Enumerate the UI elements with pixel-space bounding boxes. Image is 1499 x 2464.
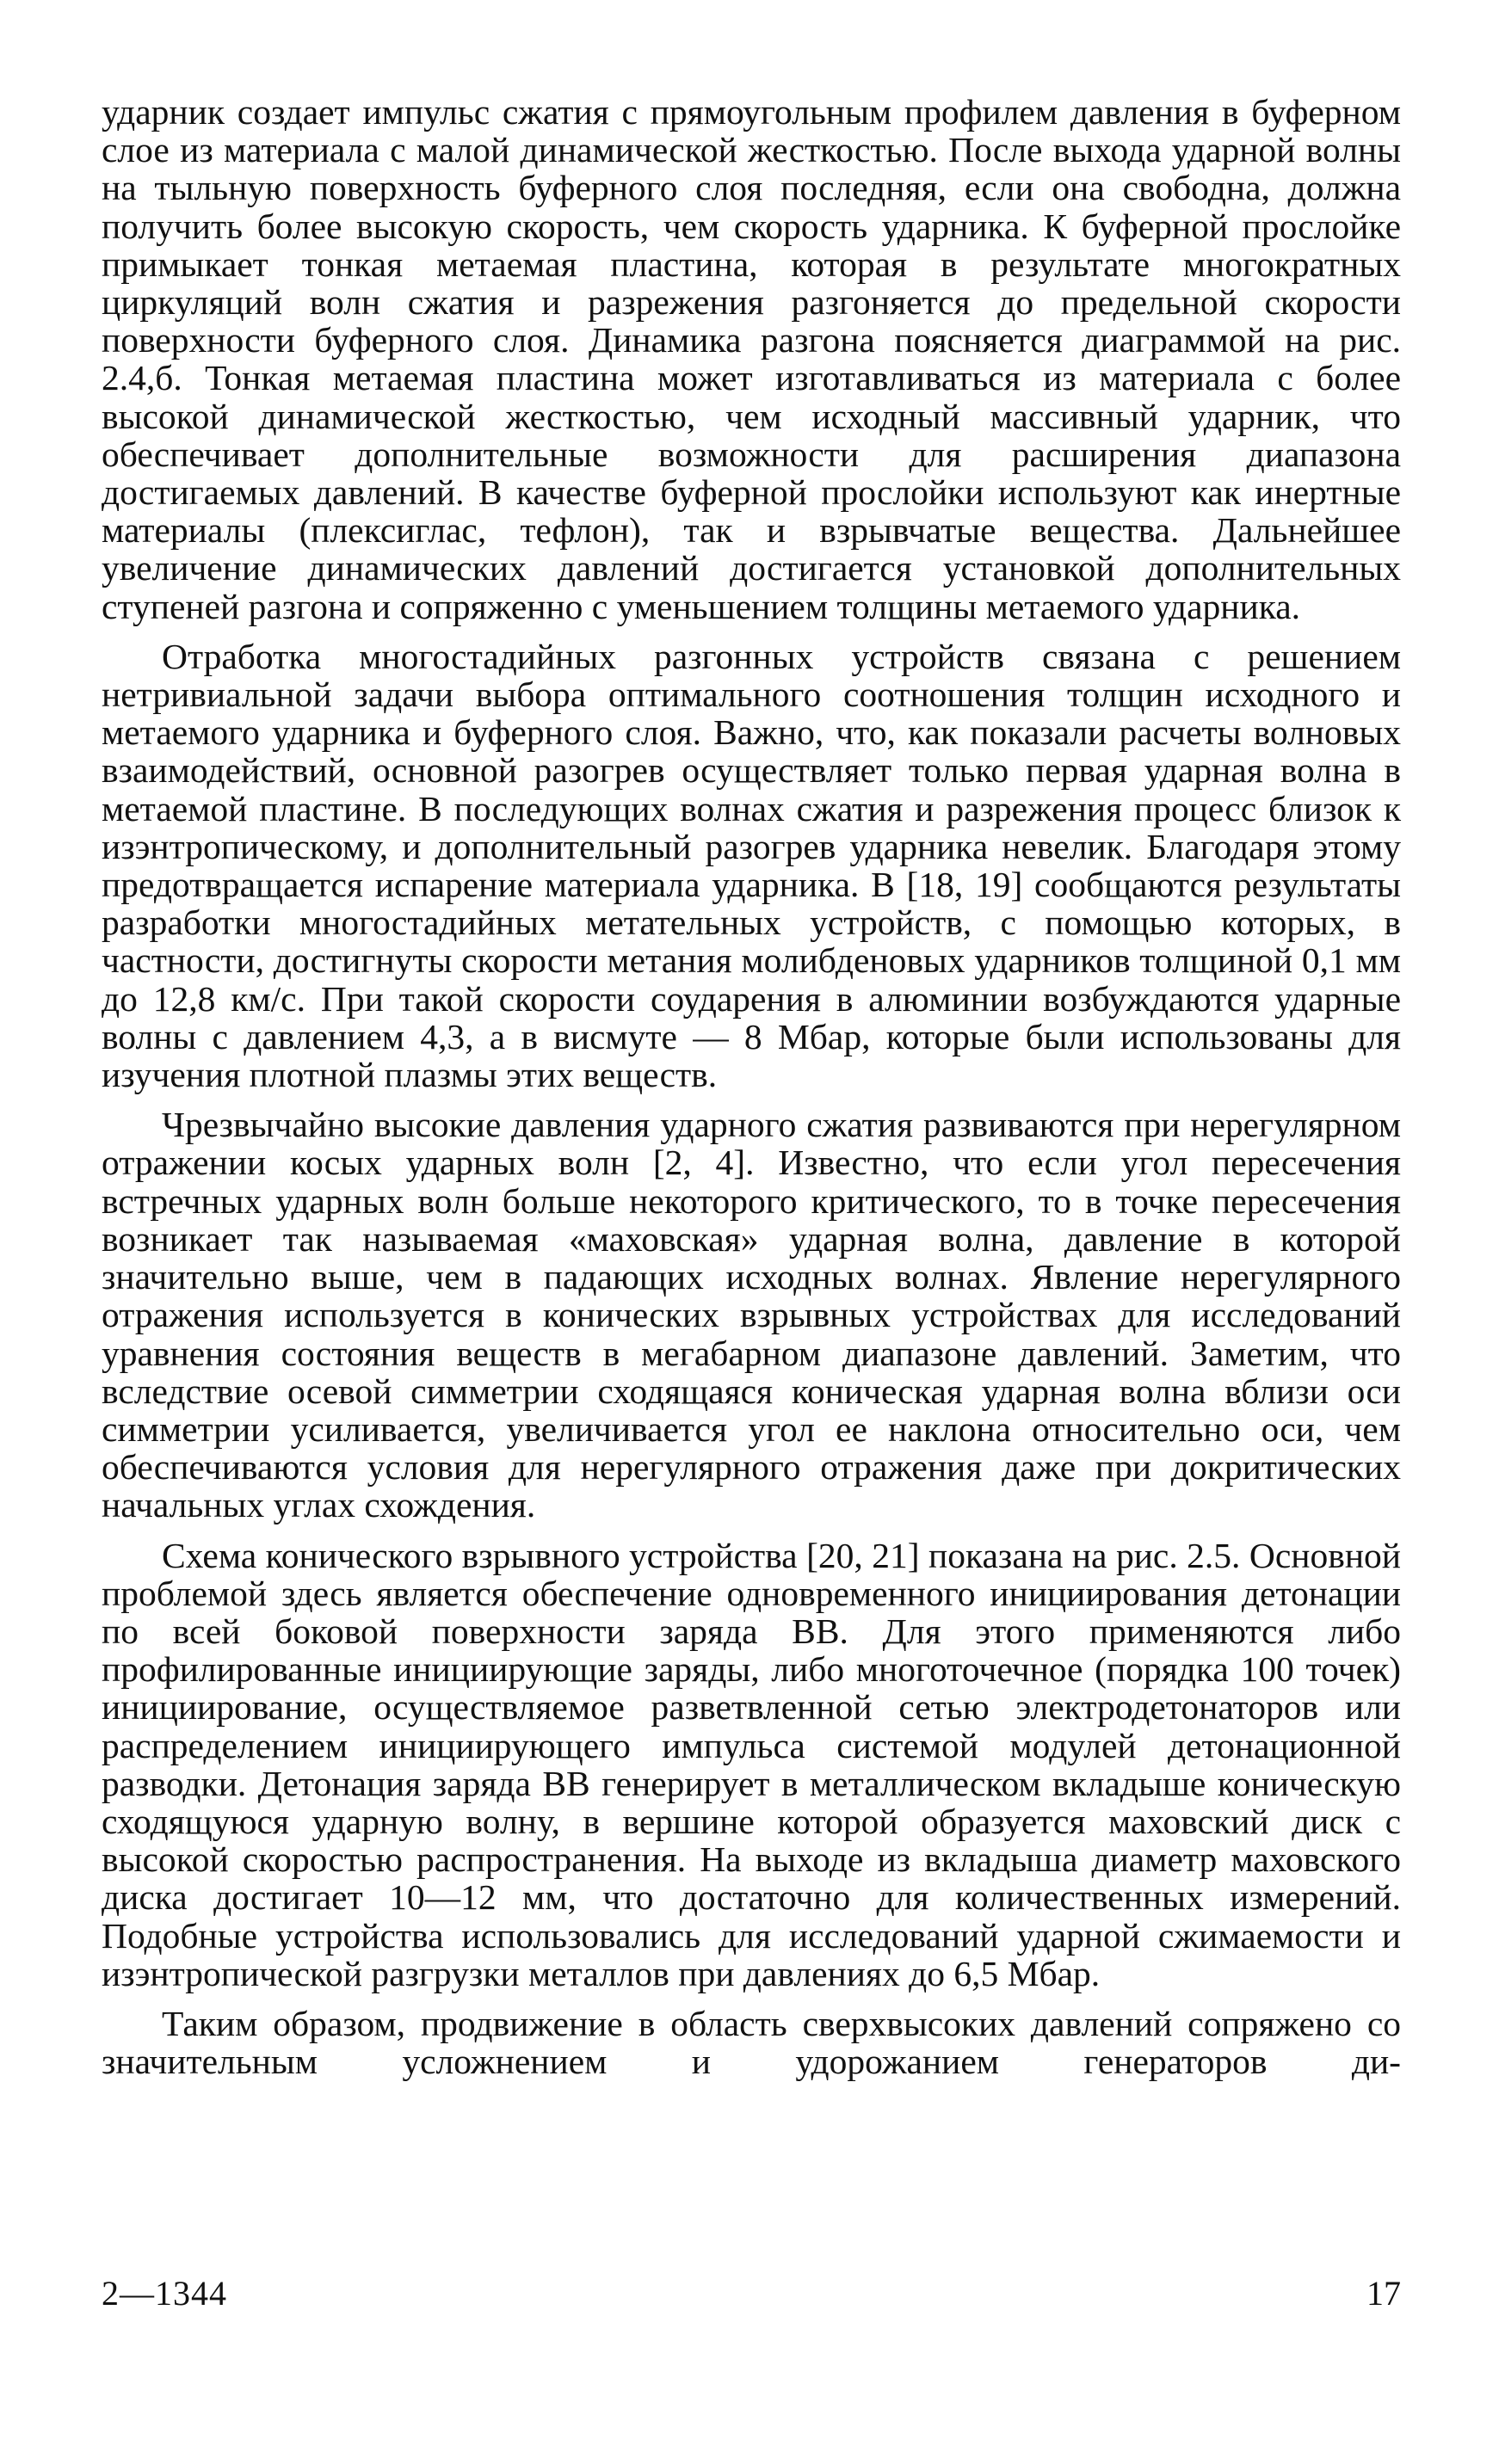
paragraph-conclusion: Таким образом, продвижение в область сверхвысоких давлений сопряжено со значительным усложнением и удорожанием генераторов ди-: [102, 2003, 1401, 2082]
paragraph-irregular-reflection: Чрезвычайно высокие давления ударного сжатия развиваются при нерегулярном отражении косых ударных волн [2, 4]. Известно, что если угол пересечения встречных ударных волн больше некоторого критического, то в точке пересечения возникает так называемая «маховская» ударная волна, давление в которой значительно выше, чем в падающих исходных волнах. Явление нерегулярного отражения используется в конических взрывных устройствах для исследований уравнения состояния веществ в мегабарном диапазоне давлений. Заметим, что вследствие осевой симметрии сходящаяся коническая ударная волна вблизи оси симметрии усиливается, увеличивается угол ее наклона относительно оси, чем обеспечиваются условия для нерегулярного отражения даже при докритических начальных углах схождения.: [102, 1105, 1401, 1525]
paragraph-multistage-devices: Отработка многостадийных разгонных устройств связана с решением нетривиальной задачи выбора оптимального соотношения толщин исходного и метаемого ударника и буферного слоя. Важно, что, как показали расчеты волновых взаимодействий, основной разогрев осуществляет только первая ударная волна в метаемой пластине. В последующих волнах сжатия и разрежения процесс близок к изэнтропическому, и дополнительный разогрев ударника невелик. Благодаря этому предотвращается испарение материала ударника. В [18, 19] сообщаются результаты разработки многостадийных метательных устройств, с помощью которых, в частности, достигнуты скорости метания молибденовых ударников толщиной 0,1 мм до 12,8 км/с. При такой скорости соударения в алюминии возбуждаются ударные волны с давлением 4,3, а в висмуте — 8 Мбар, которые были использованы для изучения плотной плазмы этих веществ.: [102, 636, 1401, 1095]
page-number: 17: [1366, 2274, 1401, 2313]
printer-signature: 2—1344: [102, 2274, 227, 2313]
page-footer: [102, 2273, 1401, 2316]
paragraph-buffer-layer: ударник создает импульс сжатия с прямоугольным профилем давления в буферном слое из материала с малой динамической жесткостью. После выхода ударной волны на тыльную поверхность буферного слоя последняя, если она свободна, должна получить более высокую скорость, чем скорость ударника. К буферной прослойке примыкает тонкая метаемая пластина, которая в результате многократных циркуляций волн сжатия и разрежения разгоняется до предельной скорости поверхности буферного слоя. Динамика разгона поясняется диаграммой на рис. 2.4,б. Тонкая метаемая пластина может изготавливаться из материала с более высокой динамической жесткостью, чем исходный массивный ударник, что обеспечивает дополнительные возможности для расширения диапазона достигаемых давлений. В качестве буферной прослойки используют как инертные материалы (плексиглас, тефлон), так и взрывчатые вещества. Дальнейшее увеличение динамических давлений достигается установкой дополнительных ступеней разгона и сопряженно с уменьшением толщины метаемого ударника.: [102, 92, 1401, 626]
paragraph-conical-device: Схема конического взрывного устройства [20, 21] показана на рис. 2.5. Основной проблемой здесь является обеспечение одновременного инициирования детонации по всей боковой поверхности заряда ВВ. Для этого применяются либо профилированные инициирующие заряды, либо многоточечное (порядка 100 точек) инициирование, осуществляемое разветвленной сетью электродетонаторов или распределением инициирующего импульса системой модулей детонационной разводки. Детонация заряда ВВ генерирует в металлическом вкладыше коническую сходящуюся ударную волну, в вершине которой образуется маховский диск с высокой скоростью распространения. На выходе из вкладыша диаметр маховского диска достигает 10—12 мм, что достаточно для количественных измерений. Подобные устройства использовались для исследований ударной сжимаемости и изэнтропической разгрузки металлов при давлениях до 6,5 Мбар.: [102, 1535, 1401, 1993]
text-column: [102, 93, 1401, 2092]
